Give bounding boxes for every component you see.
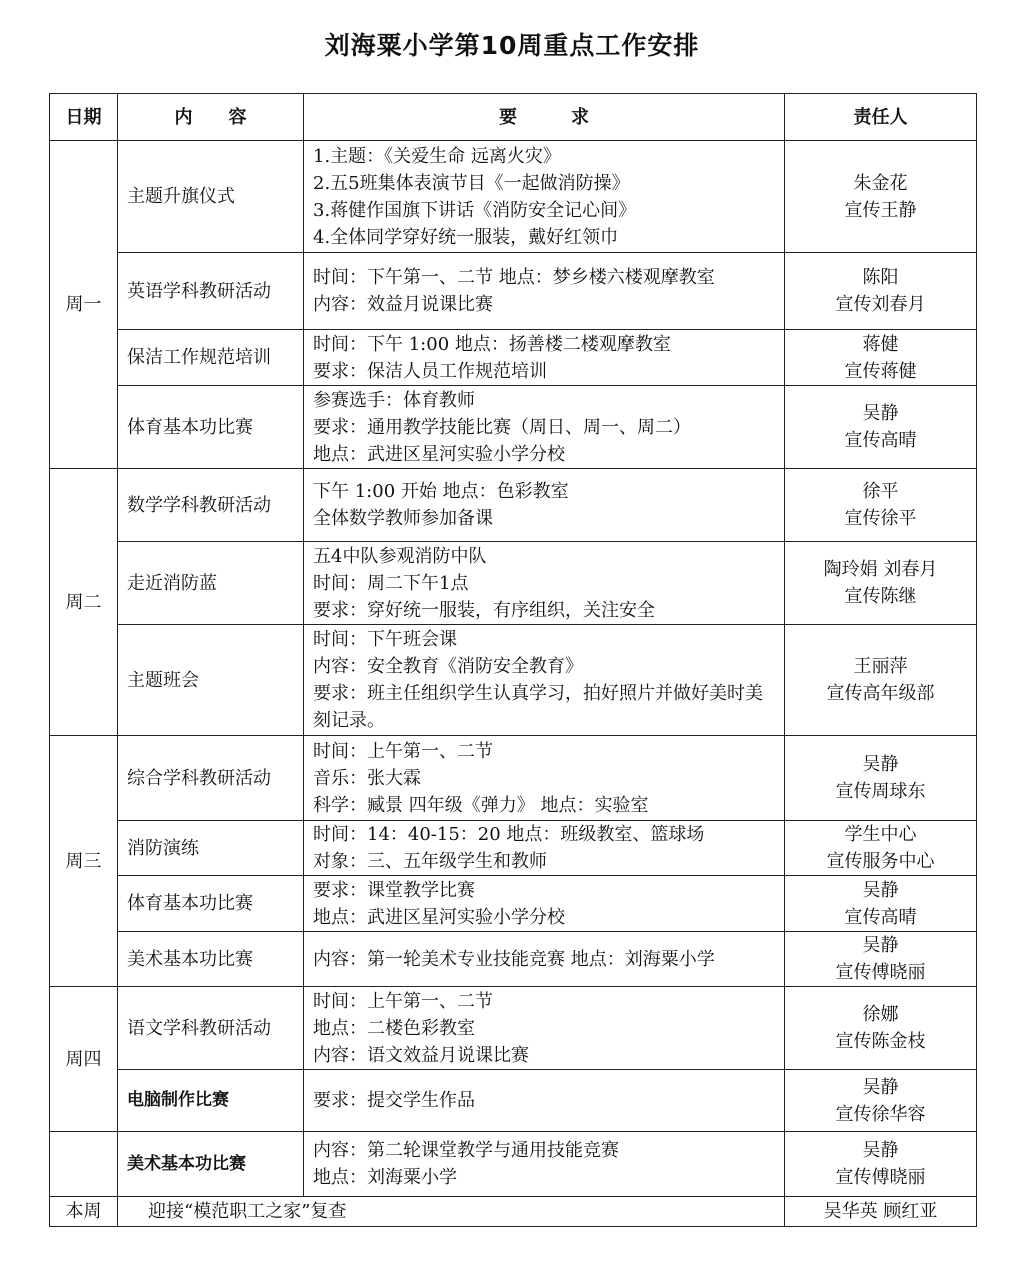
content-cell: 美术基本功比赛 xyxy=(118,1132,304,1197)
content-cell: 体育基本功比赛 xyxy=(118,386,304,469)
footer-responsible: 吴华英 顾红亚 xyxy=(785,1197,977,1227)
responsible-line: 徐平 xyxy=(862,481,899,502)
responsible-line: 吴静 xyxy=(862,1140,899,1161)
requirement-line: 4.全体同学穿好统一服装，戴好红领巾 xyxy=(313,226,619,248)
requirements-cell xyxy=(304,1132,785,1197)
content-cell: 语文学科教研活动 xyxy=(118,987,304,1070)
content-cell: 保洁工作规范培训 xyxy=(118,330,304,386)
table-row xyxy=(50,932,977,987)
responsible-cell xyxy=(785,876,977,932)
requirement-line: 音乐：张大霖 xyxy=(313,767,421,789)
responsible-line: 宣传周球东 xyxy=(835,781,926,802)
responsible-cell xyxy=(785,625,977,736)
requirement-line: 五4中队参观消防中队 xyxy=(313,545,487,567)
content-cell: 电脑制作比赛 xyxy=(118,1070,304,1132)
content-cell: 数学学科教研活动 xyxy=(118,469,304,542)
responsible-line: 宣传陈继 xyxy=(844,586,917,607)
responsible-line: 宣传服务中心 xyxy=(826,851,935,872)
content-cell: 英语学科教研活动 xyxy=(118,253,304,330)
table-row xyxy=(50,253,977,330)
footer-row xyxy=(50,1197,977,1227)
responsible-line: 陈阳 xyxy=(862,267,899,288)
requirement-line: 参赛选手：体育教师 xyxy=(313,389,475,411)
requirement-line: 要求：班主任组织学生认真学习，拍好照片并做好美时美刻记录。 xyxy=(313,683,763,731)
responsible-cell xyxy=(785,932,977,987)
content-cell: 主题班会 xyxy=(118,625,304,736)
day-cell-monday: 周一 xyxy=(50,141,118,469)
table-row xyxy=(50,1132,977,1197)
responsible-line: 吴静 xyxy=(862,1076,899,1098)
requirements-cell xyxy=(304,386,785,469)
responsible-cell xyxy=(785,1132,977,1197)
requirement-line: 时间：周二下午1点 xyxy=(313,572,469,594)
header-content: 内 容 xyxy=(118,94,304,141)
responsible-line: 宣传徐平 xyxy=(844,508,917,529)
requirements-cell xyxy=(304,253,785,330)
requirement-line: 要求：穿好统一服装，有序组织，关注安全 xyxy=(313,599,655,621)
table-row xyxy=(50,141,977,253)
requirements-cell xyxy=(304,1070,785,1132)
responsible-line: 宣传蒋健 xyxy=(844,360,917,382)
requirement-line: 要求：保洁人员工作规范培训 xyxy=(313,360,547,382)
responsible-cell xyxy=(785,736,977,821)
requirement-line: 内容：安全教育《消防安全教育》 xyxy=(313,656,583,677)
responsible-line: 宣传高晴 xyxy=(844,430,917,451)
responsible-cell xyxy=(785,469,977,542)
table-row xyxy=(50,469,977,542)
day-cell-tuesday: 周二 xyxy=(50,469,118,736)
requirement-line: 内容：第一轮美术专业技能竞赛 地点：刘海粟小学 xyxy=(313,948,715,970)
responsible-line: 学生中心 xyxy=(844,824,917,845)
responsible-line: 宣传高晴 xyxy=(844,906,917,928)
responsible-line: 吴静 xyxy=(862,403,899,424)
requirement-line: 时间：上午第一、二节 xyxy=(313,990,493,1012)
responsible-cell xyxy=(785,1070,977,1132)
schedule-table xyxy=(49,93,977,1227)
requirements-cell xyxy=(304,330,785,386)
requirement-line: 地点：刘海粟小学 xyxy=(313,1167,457,1188)
requirement-line: 时间：下午班会课 xyxy=(313,629,457,650)
requirement-line: 时间：14：40-15：20 地点：班级教室、篮球场 xyxy=(313,824,705,845)
table-row xyxy=(50,330,977,386)
footer-label: 本周 xyxy=(50,1197,118,1227)
responsible-cell xyxy=(785,542,977,625)
day-cell-thursday: 周四 xyxy=(50,987,118,1132)
requirements-cell xyxy=(304,141,785,253)
requirement-line: 要求：提交学生作品 xyxy=(313,1090,475,1111)
requirement-line: 全体数学教师参加备课 xyxy=(313,508,493,529)
requirement-line: 要求：课堂教学比赛 xyxy=(313,879,475,901)
content-cell: 美术基本功比赛 xyxy=(118,932,304,987)
content-cell: 体育基本功比赛 xyxy=(118,876,304,932)
table-row xyxy=(50,542,977,625)
requirement-line: 2.五5班集体表演节目《一起做消防操》 xyxy=(313,172,630,194)
responsible-line: 陶玲娟 刘春月 xyxy=(823,559,938,580)
table-row xyxy=(50,386,977,469)
responsible-line: 蒋健 xyxy=(862,333,899,355)
responsible-line: 王丽萍 xyxy=(853,656,908,677)
requirements-cell xyxy=(304,542,785,625)
table-row xyxy=(50,987,977,1070)
responsible-line: 吴静 xyxy=(862,935,899,956)
responsible-line: 宣传徐华容 xyxy=(835,1103,926,1125)
responsible-cell xyxy=(785,987,977,1070)
page-title: 刘海粟小学第10周重点工作安排 xyxy=(324,31,700,60)
table-row xyxy=(50,1070,977,1132)
requirements-cell xyxy=(304,625,785,736)
responsible-cell xyxy=(785,253,977,330)
responsible-line: 宣传傅晓丽 xyxy=(835,962,926,983)
requirement-line: 地点：武进区星河实验小学分校 xyxy=(313,906,565,928)
requirement-line: 1.主题：《关爱生命 远离火灾》 xyxy=(313,145,561,167)
table-row xyxy=(50,876,977,932)
requirement-line: 要求：通用教学技能比赛（周日、周一、周二） xyxy=(313,416,691,438)
header-row xyxy=(50,94,977,141)
responsible-cell xyxy=(785,141,977,253)
content-cell: 主题升旗仪式 xyxy=(118,141,304,253)
requirements-cell xyxy=(304,821,785,876)
responsible-line: 宣传高年级部 xyxy=(826,683,935,704)
requirement-line: 内容：效益月说课比赛 xyxy=(313,294,493,315)
responsible-line: 朱金花 xyxy=(853,172,908,194)
header-responsible: 责任人 xyxy=(785,94,977,141)
requirement-line: 内容：语文效益月说课比赛 xyxy=(313,1044,529,1066)
requirement-line: 对象：三、五年级学生和教师 xyxy=(313,851,547,872)
requirements-cell xyxy=(304,469,785,542)
responsible-line: 宣传刘春月 xyxy=(835,294,926,315)
responsible-cell xyxy=(785,386,977,469)
requirement-line: 时间：下午第一、二节 地点：梦乡楼六楼观摩教室 xyxy=(313,267,715,288)
requirement-line: 下午 1:00 开始 地点：色彩教室 xyxy=(313,481,569,502)
day-cell-wednesday: 周三 xyxy=(50,736,118,987)
requirements-cell xyxy=(304,987,785,1070)
table-row xyxy=(50,736,977,821)
day-cell-empty xyxy=(50,1132,118,1197)
content-cell: 综合学科教研活动 xyxy=(118,736,304,821)
requirement-line: 科学：臧景 四年级《弹力》 地点：实验室 xyxy=(313,794,649,816)
requirements-cell xyxy=(304,932,785,987)
requirements-cell xyxy=(304,736,785,821)
responsible-line: 吴静 xyxy=(862,754,899,775)
content-cell: 走近消防蓝 xyxy=(118,542,304,625)
table-row xyxy=(50,625,977,736)
table-row xyxy=(50,821,977,876)
responsible-line: 宣传陈金枝 xyxy=(835,1031,926,1052)
header-date: 日期 xyxy=(50,94,118,141)
requirement-line: 3.蒋健作国旗下讲话《消防安全记心间》 xyxy=(313,199,637,221)
requirements-cell xyxy=(304,876,785,932)
responsible-line: 徐娜 xyxy=(862,1004,899,1025)
responsible-line: 宣传傅晓丽 xyxy=(835,1167,926,1188)
responsible-line: 吴静 xyxy=(862,879,899,901)
requirement-line: 时间：下午 1:00 地点：扬善楼二楼观摩教室 xyxy=(313,333,671,355)
requirement-line: 地点：武进区星河实验小学分校 xyxy=(313,443,565,465)
content-cell: 消防演练 xyxy=(118,821,304,876)
requirement-line: 时间：上午第一、二节 xyxy=(313,740,493,762)
header-requirements: 要 求 xyxy=(304,94,785,141)
footer-content: 迎接“模范职工之家”复查 xyxy=(118,1197,785,1227)
requirement-line: 地点：二楼色彩教室 xyxy=(313,1017,475,1039)
requirement-line: 内容：第二轮课堂教学与通用技能竞赛 xyxy=(313,1140,619,1161)
responsible-cell xyxy=(785,330,977,386)
responsible-line: 宣传王静 xyxy=(844,199,917,221)
responsible-cell xyxy=(785,821,977,876)
